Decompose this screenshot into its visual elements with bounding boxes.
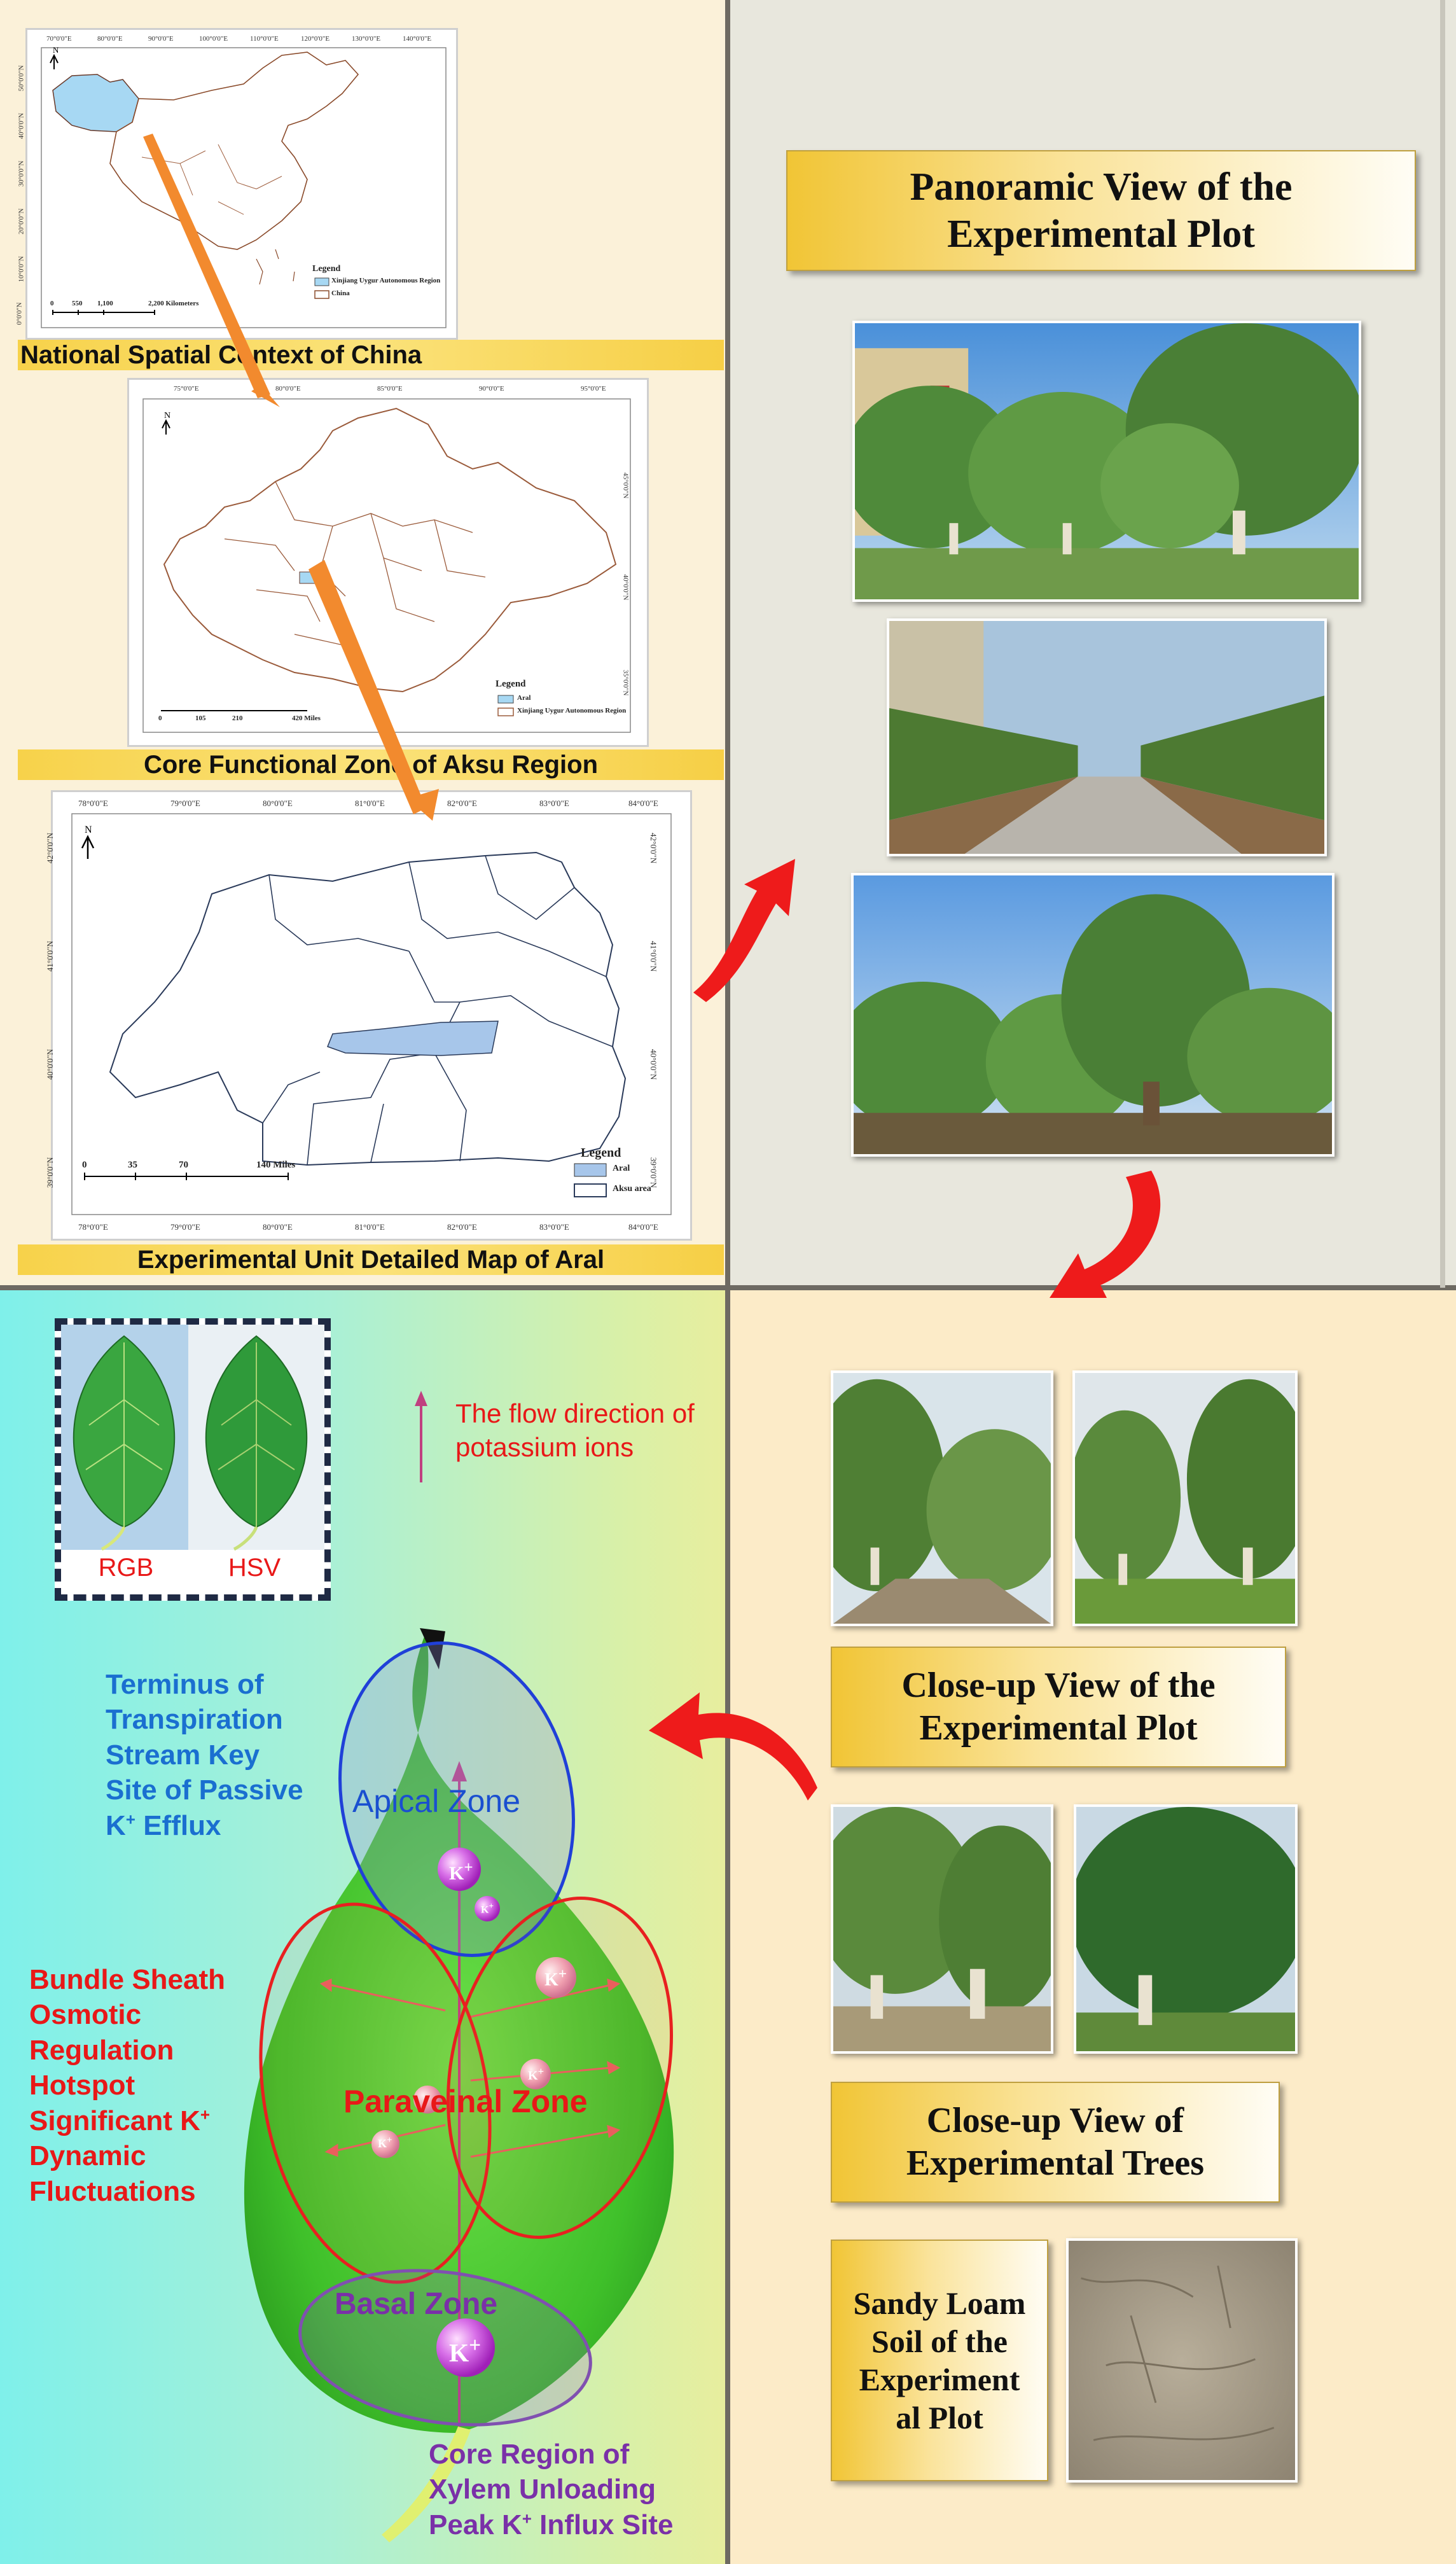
- aral-lon-tick-top-3: 81°0'0"E: [355, 798, 385, 808]
- annotation-basal-ion: K: [501, 2509, 522, 2540]
- annotation-paraveinal-line-5: Dynamic: [29, 2140, 146, 2172]
- aral-lat-tick-3: 39°0'0"N: [45, 1157, 55, 1188]
- aral-lon-tick-top-1: 79°0'0"E: [170, 798, 200, 808]
- aral-lat-tick-r1: 41°0'0"N: [649, 940, 659, 972]
- right-border: [1440, 0, 1445, 1288]
- xj-lat-tick-2: 35°0'0"N: [621, 669, 630, 696]
- aral-lon-tick-top-6: 84°0'0"E: [628, 798, 658, 808]
- panorama-photo-3: [851, 873, 1335, 1157]
- annotation-basal: [429, 2437, 673, 2542]
- xinjiang-map-title: Core Functional Zone of Aksu Region: [18, 749, 724, 780]
- china-legend-item-0: Xinjiang Uygur Autonomous Region: [331, 277, 441, 284]
- flow-legend-text: The flow direction of potassium ions: [455, 1398, 695, 1462]
- main-leaf-diagram: [0, 1288, 728, 2564]
- china-lat-tick-1: 40°0'0"N: [17, 113, 25, 139]
- closeup-trees-photo-1: [831, 1804, 1053, 2054]
- xj-lon-tick-0: 75°0'0"E: [174, 385, 199, 393]
- ion-label-basal-k: K: [449, 2338, 469, 2367]
- aral-legend-title: Legend: [581, 1146, 621, 1160]
- xj-lat-tick-1: 40°0'0"N: [621, 574, 630, 601]
- ion-label-paraveinal-2: K+: [528, 2065, 544, 2083]
- xj-legend-item-1: Xinjiang Uygur Autonomous Region: [517, 707, 627, 714]
- annotation-apical-ion: K: [106, 1809, 126, 1841]
- aral-lat-tick-1: 41°0'0"N: [45, 940, 55, 972]
- xj-lon-tick-2: 85°0'0"E: [377, 385, 403, 393]
- china-lat-tick-0: 50°0'0"N: [17, 65, 25, 92]
- ion-label-basal: K+: [449, 2334, 482, 2367]
- china-map-title: National Spatial Context of China: [18, 340, 724, 370]
- ion-label-paraveinal-2-k: K: [528, 2068, 538, 2083]
- ion-label-apical-2: K+: [481, 1901, 494, 1916]
- closeup-plot-photo-1: [831, 1370, 1053, 1626]
- china-lat-tick-4: 10°0'0"N: [17, 256, 25, 282]
- aral-legend-item-0: Aral: [613, 1164, 630, 1173]
- ion-label-paraveinal-1: K+: [544, 1966, 567, 1990]
- panorama-photo-2: [887, 618, 1327, 856]
- china-lon-tick-5: 120°0'0"E: [301, 35, 330, 43]
- xj-legend-title: Legend: [496, 679, 526, 689]
- svg-text:N: N: [164, 411, 171, 421]
- aral-lon-tick-bot-3: 81°0'0"E: [355, 1222, 385, 1232]
- annotation-paraveinal-line-1: Osmotic: [29, 1999, 142, 2031]
- aral-lat-tick-r2: 40°0'0"N: [649, 1049, 659, 1080]
- annotation-apical-line-2: Stream Key: [106, 1739, 260, 1771]
- annotation-paraveinal-line-6: Fluctuations: [29, 2175, 196, 2207]
- china-lat-tick-5: 0°0'0"N: [15, 302, 24, 325]
- aral-lat-tick-r3: 39°0'0"N: [649, 1157, 659, 1188]
- inset-label-rgb: RGB: [98, 1554, 154, 1582]
- aral-lon-tick-bot-0: 78°0'0"E: [78, 1222, 108, 1232]
- annotation-apical: [106, 1667, 303, 1843]
- china-lon-tick-0: 70°0'0"E: [46, 35, 72, 43]
- xj-scale-1: 105: [195, 714, 206, 722]
- china-lon-tick-4: 110°0'0"E: [250, 35, 279, 43]
- annotation-apical-line-4: K+ Efflux: [106, 1809, 221, 1841]
- china-lon-tick-6: 130°0'0"E: [352, 35, 381, 43]
- ion-label-paraveinal-1-k: K: [544, 1970, 558, 1990]
- aral-lon-tick-bot-2: 80°0'0"E: [263, 1222, 293, 1232]
- china-scale-1: 550: [72, 300, 83, 307]
- aral-lon-tick-bot-5: 83°0'0"E: [539, 1222, 569, 1232]
- china-scale-3: 2,200 Kilometers: [148, 300, 199, 307]
- annotation-apical-line-3: Site of Passive: [106, 1774, 303, 1806]
- xj-scale-0: 0: [158, 714, 162, 722]
- red-arrow-to-closeup: [1018, 1158, 1170, 1336]
- annotation-basal-line-1: Xylem Unloading: [429, 2474, 656, 2505]
- panorama-photo-1: [852, 321, 1361, 602]
- svg-text:N: N: [53, 45, 59, 55]
- annotation-paraveinal-line-3: Hotspot: [29, 2070, 135, 2101]
- annotation-apical-line-1: Transpiration: [106, 1704, 283, 1736]
- aral-lon-tick-bot-4: 82°0'0"E: [447, 1222, 477, 1232]
- annotation-paraveinal-line-0: Bundle Sheath: [29, 1964, 226, 1995]
- zone-label-basal: Basal Zone: [335, 2287, 498, 2321]
- aral-map-title: Experimental Unit Detailed Map of Aral: [18, 1244, 724, 1275]
- closeup-trees-title: Close-up View of Experimental Trees: [831, 2082, 1280, 2203]
- ion-label-apical-2-k: K: [481, 1904, 489, 1916]
- annotation-basal-line-2: Peak K+ Influx Site: [429, 2509, 674, 2540]
- zone-label-paraveinal: Paraveinal Zone: [343, 2084, 588, 2119]
- ion-label-apical-1-k: K: [449, 1863, 464, 1884]
- china-scale-0: 0: [50, 300, 54, 307]
- china-legend-item-1: China: [331, 289, 350, 297]
- annotation-basal-line-0: Core Region of: [429, 2439, 630, 2470]
- china-lon-tick-7: 140°0'0"E: [403, 35, 432, 43]
- red-arrow-to-panorama: [687, 840, 814, 1005]
- china-lon-tick-2: 90°0'0"E: [148, 35, 174, 43]
- annotation-paraveinal: [29, 1962, 225, 2209]
- closeup-trees-photo-2: [1074, 1804, 1298, 2054]
- aral-lat-tick-2: 40°0'0"N: [45, 1049, 55, 1080]
- china-scale-2: 1,100: [97, 300, 113, 307]
- closeup-plot-title: Close-up View of the Experimental Plot: [831, 1647, 1286, 1767]
- xj-lon-tick-1: 80°0'0"E: [275, 385, 301, 393]
- aral-lon-tick-top-4: 82°0'0"E: [447, 798, 477, 808]
- ion-label-paraveinal-3: K+: [378, 2135, 392, 2150]
- aral-lon-tick-bot-1: 79°0'0"E: [170, 1222, 200, 1232]
- soil-photo: [1066, 2238, 1298, 2483]
- aral-scale-3: 140 Miles: [256, 1160, 296, 1170]
- ion-label-apical-1: K+: [449, 1859, 473, 1884]
- aral-legend-item-1: Aksu area: [613, 1184, 651, 1194]
- xj-scale-3: 420 Miles: [292, 714, 321, 722]
- aral-lon-tick-top-5: 83°0'0"E: [539, 798, 569, 808]
- closeup-plot-photo-2: [1072, 1370, 1298, 1626]
- zone-label-apical: Apical Zone: [352, 1783, 521, 1819]
- annotation-paraveinal-ion: K: [180, 2105, 200, 2136]
- aral-lon-tick-bot-6: 84°0'0"E: [628, 1222, 658, 1232]
- annotation-apical-line-0: Terminus of: [106, 1669, 264, 1700]
- aral-lat-tick-r0: 42°0'0"N: [649, 832, 659, 864]
- aral-scale-0: 0: [82, 1160, 87, 1170]
- panorama-title: Panoramic View of the Experimental Plot: [786, 150, 1416, 271]
- china-lat-tick-3: 20°0'0"N: [17, 208, 25, 235]
- china-lon-tick-1: 80°0'0"E: [97, 35, 123, 43]
- soil-title: Sandy Loam Soil of the Experiment al Plot: [831, 2240, 1048, 2481]
- svg-text:N: N: [85, 825, 92, 835]
- ion-label-paraveinal-3-k: K: [378, 2137, 387, 2150]
- inset-label-hsv: HSV: [228, 1554, 281, 1582]
- aral-lon-tick-top-0: 78°0'0"E: [78, 798, 108, 808]
- xj-legend-item-0: Aral: [517, 694, 531, 702]
- annotation-paraveinal-line-4: Significant K+: [29, 2105, 211, 2136]
- aral-scale-1: 35: [128, 1160, 137, 1170]
- xj-lat-tick-0: 45°0'0"N: [621, 472, 630, 499]
- map-connector-arrows: [0, 0, 728, 1288]
- aral-lat-tick-0: 42°0'0"N: [45, 832, 55, 864]
- xj-lon-tick-3: 90°0'0"E: [479, 385, 504, 393]
- aral-lon-tick-top-2: 80°0'0"E: [263, 798, 293, 808]
- xj-lon-tick-4: 95°0'0"E: [581, 385, 606, 393]
- china-lon-tick-3: 100°0'0"E: [199, 35, 228, 43]
- annotation-paraveinal-line-2: Regulation: [29, 2034, 174, 2066]
- xj-scale-2: 210: [232, 714, 243, 722]
- china-lat-tick-2: 30°0'0"N: [17, 160, 25, 187]
- china-legend-title: Legend: [312, 264, 341, 274]
- aral-scale-2: 70: [179, 1160, 188, 1170]
